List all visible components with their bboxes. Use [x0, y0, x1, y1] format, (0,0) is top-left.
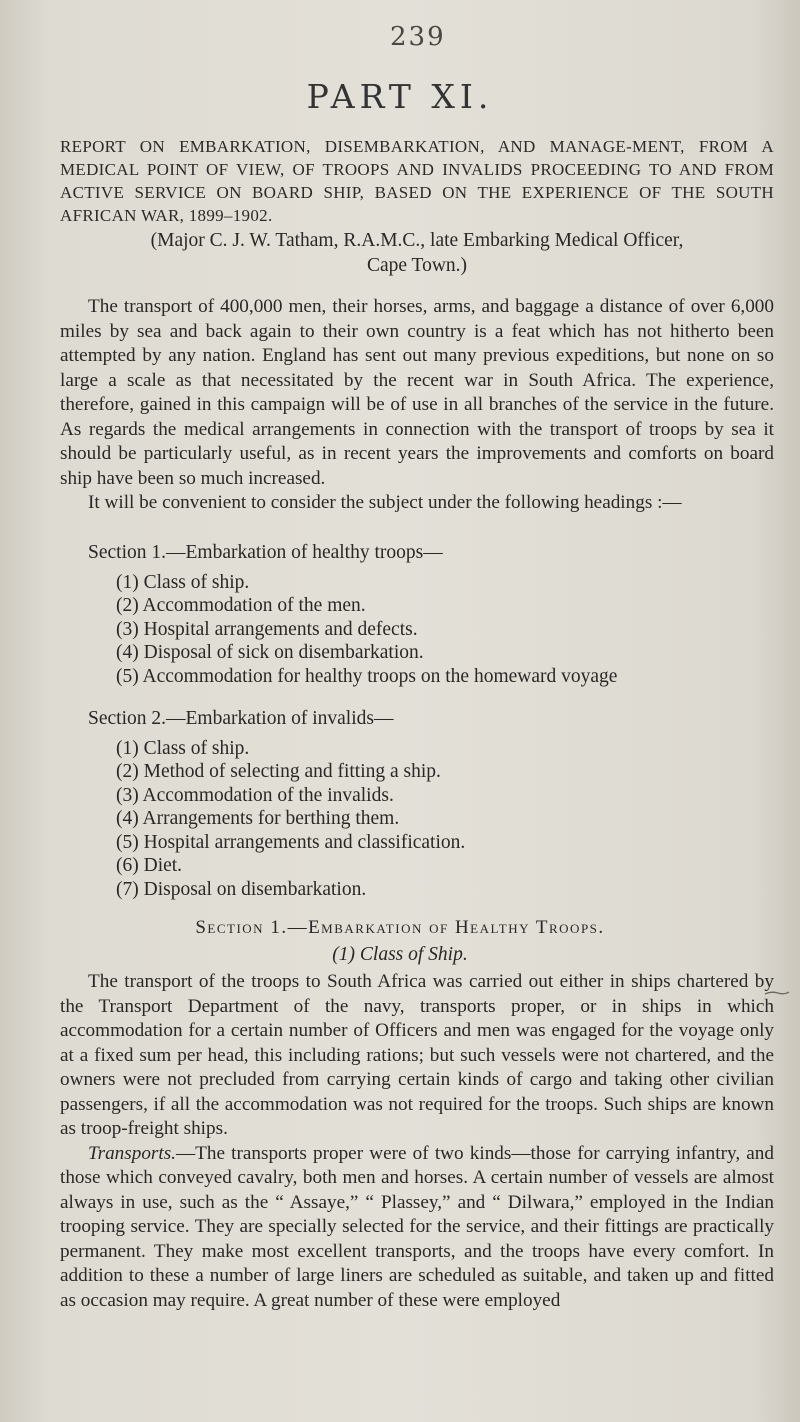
- section-2-outline-heading: Section 2.—Embarkation of invalids—: [88, 708, 394, 729]
- outline-item: (5) Accommodation for healthy troops on the homeward voyage: [116, 665, 618, 687]
- author-line-2: Cape Town.): [366, 255, 468, 276]
- outline-item: (5) Hospital arrangements and classification.: [116, 831, 466, 853]
- introduction: [60, 295, 774, 516]
- outline-item: (1) Class of ship.: [116, 571, 250, 593]
- transports-run-in-heading: Transports.: [88, 1142, 176, 1164]
- outline-item: (4) Disposal of sick on disembarkation.: [116, 642, 424, 663]
- outline-item: (3) Hospital arrangements and defects.: [116, 618, 418, 640]
- outline-item: (3) Accommodation of the invalids.: [116, 784, 394, 806]
- body-paragraph-2: [60, 1142, 774, 1314]
- section-2-outline-list: [88, 737, 465, 902]
- section-1-outline-list: [88, 571, 617, 689]
- class-of-ship-subheading: (1) Class of Ship.: [332, 944, 468, 965]
- section-1-heading: [0, 917, 800, 939]
- outline-item: (2) Method of selecting and fitting a ship.: [116, 761, 441, 782]
- section-1-outline-heading: Section 1.—Embarkation of healthy troops—: [88, 542, 443, 563]
- outline-item: (4) Arrangements for berthing them.: [116, 808, 400, 829]
- section-2-outline: [88, 707, 465, 901]
- section-1-body: [60, 970, 774, 1313]
- outline-item: (7) Disposal on disembarkation.: [116, 878, 367, 900]
- outline-item: (2) Accommodation of the men.: [116, 595, 366, 616]
- margin-pencil-mark: [764, 985, 790, 993]
- intro-paragraph-1: The transport of 400,000 men, their horses, arms, and baggage a distance of over 6,000 miles by sea and back again to their own country is a feat which has not hitherto been attempted by any nation. England has sent out many previous expeditions, but none on so large a scale as that necessitated by the recent war in South Africa. The experience, therefore, gained in this campaign will be of use in all branches of the service in the future. As regards the medical arrangements in connection with the transport of troops by sea it should be particularly useful, as in recent years the improvements and comforts on board ship have been so much increased.: [60, 296, 774, 489]
- part-title: PART XI.: [306, 77, 494, 116]
- section-1-heading-text: Section 1.—Embarkation of Healthy Troops.: [195, 917, 605, 938]
- section-1-outline: [88, 541, 617, 688]
- outline-item: (6) Diet.: [116, 855, 183, 876]
- body-paragraph-1: The transport of the troops to South Africa was carried out either in ships chartered by the Transport Department of the navy, transports proper, or in ships in which accommodation for a certain number of Officers and men was engaged for the voyage only at a fixed sum per head, this including rations; but such vessels were not chartered, and the owners were not precluded from carrying certain kinds of cargo and taking other civilian passengers, if all the accommodation was not required for the troops. Such ships are known as troop-freight ships.: [60, 971, 774, 1139]
- page-number: 239: [390, 22, 446, 52]
- outline-item: (1) Class of ship.: [116, 737, 250, 759]
- author-line-1: (Major C. J. W. Tatham, R.A.M.C., late Embarking Medical Officer,: [150, 230, 684, 251]
- intro-paragraph-2: It will be convenient to consider the subject under the following headings :—: [88, 492, 682, 513]
- author-attribution: [60, 228, 774, 278]
- body-paragraph-2-text: —The transports proper were of two kinds—those for carrying infantry, and those which conveyed cavalry, both men and horses. A certain number of vessels are almost always in use, such as the “ Assaye,” “ Plassey,” and “ Dilwara,” employed in the Indian trooping service. They are specially selected for the service, and their fittings are practically permanent. They make most excellent transports, and the troops have every comfort. In addition to these a number of large liners are scheduled as suitable, and taken up and fitted as occasion may require. A great number of these were employed: [60, 1142, 774, 1311]
- report-title: REPORT ON EMBARKATION, DISEMBARKATION, AND MANAGE-MENT, FROM A MEDICAL POINT OF VIEW, OF TROOPS AND INVALIDS PROCEEDING TO AND FROM ACTIVE SERVICE ON BOARD SHIP, BASED ON THE EXPERIENCE OF THE SOUTH AFRICAN WAR, 1899–1902.: [60, 137, 774, 225]
- pencil-dash-icon: [764, 989, 790, 997]
